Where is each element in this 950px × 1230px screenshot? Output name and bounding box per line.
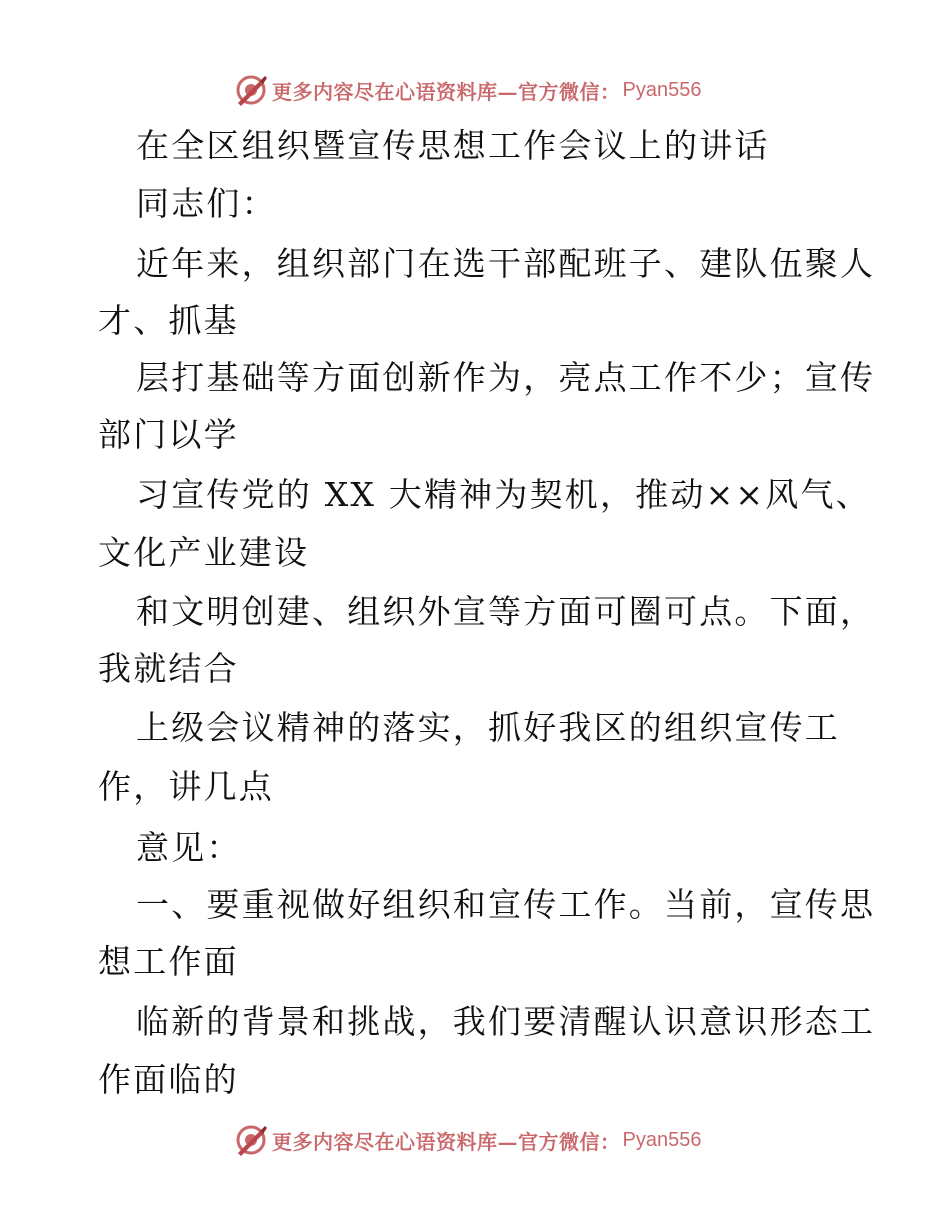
paragraph-line: 文化产业建设 (98, 533, 310, 572)
watermark-header (234, 72, 701, 108)
paragraph-line: 才、抓基 (98, 301, 239, 340)
paragraph-line: 部门以学 (98, 415, 239, 454)
paragraph-line: 临新的背景和挑战，我们要清醒认识意识形态工 (136, 1002, 876, 1041)
watermark-text: 更多内容尽在心语资料库—官方微信： (272, 1129, 621, 1154)
watermark-wechat-id: Pyan556 (622, 1128, 702, 1151)
paragraph-line: 习宣传党的 XX 大精神为契机，推动××风气、 (136, 475, 871, 514)
watermark-footer (234, 1122, 701, 1158)
watermark-text: 更多内容尽在心语资料库—官方微信： (272, 79, 621, 104)
paragraph-line: 一、要重视做好组织和宣传工作。当前，宣传思 (136, 885, 876, 924)
paragraph-line: 作，讲几点 (98, 767, 274, 806)
paragraph-line: 上级会议精神的落实，抓好我区的组织宣传工 (136, 708, 840, 747)
paragraph-line: 层打基础等方面创新作为，亮点工作不少；宣传 (136, 358, 876, 397)
paragraph-line: 我就结合 (98, 649, 239, 688)
paragraph-line: 和文明创建、组织外宣等方面可圈可点。下面， (136, 592, 876, 631)
paragraph-line: 想工作面 (98, 942, 239, 981)
paragraph-line: 作面临的 (98, 1060, 239, 1099)
paragraph-line: 意见： (136, 828, 242, 867)
salutation: 同志们： (136, 184, 277, 223)
watermark-wechat-id: Pyan556 (622, 78, 702, 101)
document-title: 在全区组织暨宣传思想工作会议上的讲话 (136, 126, 770, 165)
pen-logo-icon (234, 73, 268, 107)
pen-logo-icon (234, 1123, 268, 1157)
paragraph-line: 近年来，组织部门在选干部配班子、建队伍聚人 (136, 244, 876, 283)
